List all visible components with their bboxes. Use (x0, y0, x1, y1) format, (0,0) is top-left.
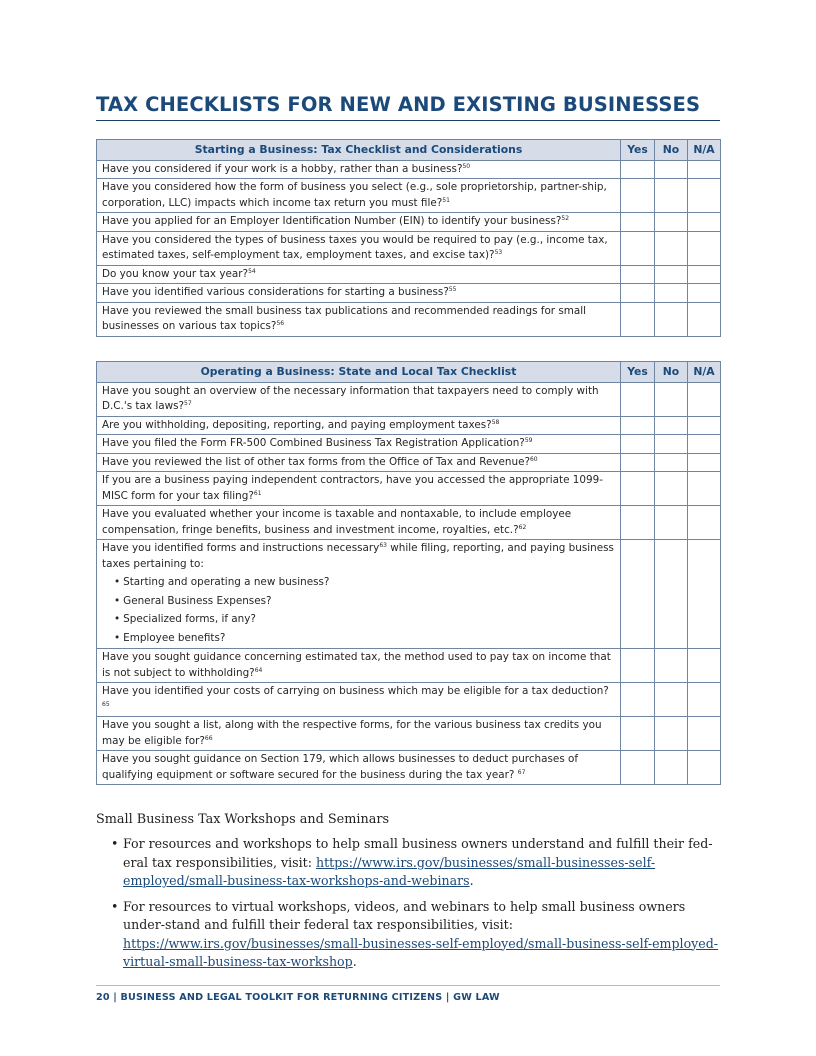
no-checkbox-cell[interactable] (655, 472, 688, 506)
table-row (97, 435, 721, 454)
na-checkbox-cell[interactable] (688, 649, 721, 683)
question-cell (97, 179, 621, 213)
na-checkbox-cell[interactable] (688, 540, 721, 649)
list-item: • Specialized forms, if any? (114, 610, 615, 629)
no-checkbox-cell[interactable] (655, 179, 688, 213)
yes-checkbox-cell[interactable] (621, 213, 655, 232)
question-text: Have you sought a list, along with the respective forms, for the various business tax credits you may be eligible for? (102, 719, 602, 747)
page-title: TAX CHECKLISTS FOR NEW AND EXISTING BUSINESSES (96, 93, 701, 116)
title-divider (96, 120, 720, 121)
footnote-ref: 57 (184, 400, 192, 407)
question-text: Have you considered how the form of business you select (e.g., sole proprietorship, partner-ship, corporation, LLC) impacts which income tax return you must file? (102, 181, 607, 209)
footnote-ref: 58 (491, 418, 500, 426)
question-text: Have you reviewed the small business tax publications and recommended readings for small businesses on various tax topics? (102, 304, 587, 332)
item-end: . (352, 954, 357, 969)
yes-checkbox-cell[interactable] (621, 717, 655, 751)
no-checkbox-cell[interactable] (655, 649, 688, 683)
bullet-icon: • (111, 898, 119, 914)
question-cell (97, 717, 621, 751)
question-cell (97, 284, 621, 303)
footnote-ref: 59 (524, 437, 533, 444)
question-text: Have you identified forms and instructions necessary (102, 542, 380, 554)
na-checkbox-cell[interactable] (688, 683, 721, 717)
no-checkbox-cell[interactable] (655, 302, 688, 336)
list-item: • Employee benefits? (114, 629, 615, 648)
question-text: Have you reviewed the list of other tax forms from the Office of Tax and Revenue? (102, 455, 530, 468)
footnote-ref: 50 (462, 162, 471, 170)
column-na: N/A (688, 140, 721, 161)
question-cell (97, 213, 621, 232)
list-item: • Starting and operating a new business? (114, 573, 615, 592)
table-row (97, 751, 721, 785)
question-text: Have you identified various considerations for starting a business? (102, 286, 449, 298)
na-checkbox-cell[interactable] (688, 284, 721, 303)
footnote-ref: 62 (518, 523, 527, 531)
yes-checkbox-cell[interactable] (621, 453, 655, 472)
no-checkbox-cell[interactable] (655, 231, 688, 265)
footnote-ref: 51 (442, 196, 450, 204)
na-checkbox-cell[interactable] (688, 231, 721, 265)
table-row (97, 160, 721, 179)
no-checkbox-cell[interactable] (655, 265, 688, 284)
operating-business-checklist-table (96, 361, 721, 785)
yes-checkbox-cell[interactable] (621, 416, 655, 435)
table-row (97, 717, 721, 751)
question-text-continued: while filing, reporting, and paying business taxes pertaining to: (102, 542, 614, 570)
question-text: Do you know your tax year? (102, 267, 249, 280)
question-cell (97, 506, 621, 540)
question-text: If you are a business paying independent contractors, have you accessed the appropriate 1099-MISC form for your tax filing? (102, 474, 603, 502)
question-cell (97, 160, 621, 179)
question-cell (97, 649, 621, 683)
page-footer: 20 | BUSINESS AND LEGAL TOOLKIT FOR RETURNING CITIZENS | GW LAW (96, 992, 500, 1003)
table-row (97, 540, 721, 649)
table-row (97, 231, 721, 265)
no-checkbox-cell[interactable] (655, 284, 688, 303)
yes-checkbox-cell[interactable] (621, 382, 655, 416)
footnote-ref: 56 (276, 320, 285, 327)
na-checkbox-cell[interactable] (688, 382, 721, 416)
question-cell (97, 453, 621, 472)
yes-checkbox-cell[interactable] (621, 302, 655, 336)
yes-checkbox-cell[interactable] (621, 284, 655, 303)
table-row (97, 265, 721, 284)
no-checkbox-cell[interactable] (655, 683, 688, 717)
footnote-ref: 64 (254, 666, 263, 674)
column-na: N/A (688, 362, 721, 383)
yes-checkbox-cell[interactable] (621, 179, 655, 213)
list-item (96, 898, 720, 972)
no-checkbox-cell[interactable] (655, 453, 688, 472)
question-cell (97, 416, 621, 435)
resources-section (96, 812, 720, 979)
footnote-ref: 63 (379, 542, 387, 549)
question-text: Have you applied for an Employer Identification Number (EIN) to identify your business? (102, 215, 562, 227)
table-row (97, 683, 721, 717)
question-cell (97, 472, 621, 506)
no-checkbox-cell[interactable] (655, 540, 688, 649)
footnote-ref: 54 (248, 267, 256, 275)
question-text: Have you sought an overview of the necessary information that taxpayers need to comply with D.C.'s tax laws? (102, 384, 599, 412)
no-checkbox-cell[interactable] (655, 717, 688, 751)
column-no: No (655, 140, 688, 161)
no-checkbox-cell[interactable] (655, 506, 688, 540)
question-text: Have you sought guidance on Section 179, which allows businesses to deduct purchases of qualifying equipment or software secured for the business during the tax year? (102, 753, 579, 781)
table-header-title: Operating a Business: State and Local Tax Checklist (97, 362, 621, 383)
yes-checkbox-cell[interactable] (621, 231, 655, 265)
table-row (97, 506, 721, 540)
item-text: For resources and workshops to help small business owners understand and fulfill their fed-eral tax responsibilities, visit: (123, 836, 713, 870)
column-yes: Yes (621, 140, 655, 161)
question-text: Have you considered the types of business taxes you would be required to pay (e.g., income tax, estimated taxes, self-employment tax, employment taxes, and excise tax)? (102, 233, 608, 261)
question-text: Are you withholding, depositing, reporting, and paying employment taxes? (102, 418, 492, 431)
footnote-ref: 65 (102, 700, 110, 708)
yes-checkbox-cell[interactable] (621, 683, 655, 717)
question-cell (97, 265, 621, 284)
irs-virtual-workshop-link[interactable]: https://www.irs.gov/businesses/small-businesses-self-employed/small-business-self-employed-virtual-small-business-tax-workshop (123, 935, 719, 969)
footnote-ref: 67 (517, 768, 526, 776)
question-cell (97, 435, 621, 454)
na-checkbox-cell[interactable] (688, 435, 721, 454)
yes-checkbox-cell[interactable] (621, 472, 655, 506)
column-no: No (655, 362, 688, 383)
no-checkbox-cell[interactable] (655, 382, 688, 416)
na-checkbox-cell[interactable] (688, 416, 721, 435)
no-checkbox-cell[interactable] (655, 160, 688, 179)
footnote-ref: 55 (448, 286, 457, 293)
question-text: Have you identified your costs of carrying on business which may be eligible for a tax deduction? (102, 685, 609, 697)
question-cell (97, 751, 621, 785)
starting-business-checklist-table (96, 139, 721, 337)
na-checkbox-cell[interactable] (688, 160, 721, 179)
table-header-title: Starting a Business: Tax Checklist and Considerations (97, 140, 621, 161)
table-row (97, 649, 721, 683)
na-checkbox-cell[interactable] (688, 179, 721, 213)
footnote-ref: 61 (253, 489, 262, 497)
yes-checkbox-cell[interactable] (621, 649, 655, 683)
question-cell (97, 683, 621, 717)
no-checkbox-cell[interactable] (655, 435, 688, 454)
bullet-icon: • (111, 836, 119, 851)
footnote-ref: 66 (204, 734, 213, 742)
footnote-ref: 53 (494, 249, 503, 256)
column-yes: Yes (621, 362, 655, 383)
bullet-list (102, 573, 615, 647)
question-cell (97, 302, 621, 336)
item-end: . (469, 873, 474, 888)
question-cell (97, 540, 621, 649)
footnote-ref: 52 (561, 215, 570, 222)
footer-divider (96, 985, 720, 986)
na-checkbox-cell[interactable] (688, 265, 721, 284)
footnote-ref: 60 (529, 455, 538, 463)
yes-checkbox-cell[interactable] (621, 265, 655, 284)
no-checkbox-cell[interactable] (655, 416, 688, 435)
question-cell (97, 231, 621, 265)
table-row (97, 382, 721, 416)
table-row (97, 472, 721, 506)
table-row (97, 453, 721, 472)
question-cell (97, 382, 621, 416)
irs-workshops-link[interactable]: https://www.irs.gov/businesses/small-businesses-self-employed/small-business-tax-workshops-and-webinars (123, 854, 656, 888)
no-checkbox-cell[interactable] (655, 213, 688, 232)
no-checkbox-cell[interactable] (655, 751, 688, 785)
table-row (97, 302, 721, 336)
na-checkbox-cell[interactable] (688, 506, 721, 540)
yes-checkbox-cell[interactable] (621, 435, 655, 454)
section-heading: Small Business Tax Workshops and Seminars (96, 812, 390, 827)
question-text: Have you filed the Form FR-500 Combined Business Tax Registration Application? (102, 437, 525, 449)
na-checkbox-cell[interactable] (688, 751, 721, 785)
yes-checkbox-cell[interactable] (621, 160, 655, 179)
table-row (97, 213, 721, 232)
table-row (97, 284, 721, 303)
na-checkbox-cell[interactable] (688, 302, 721, 336)
question-text: Have you evaluated whether your income is taxable and nontaxable, to include employee compensation, fringe benefits, business and investment income, royalties, etc.? (102, 508, 572, 536)
table-row (97, 179, 721, 213)
na-checkbox-cell[interactable] (688, 717, 721, 751)
table-header-row (97, 140, 721, 161)
item-text: For resources to virtual workshops, videos, and webinars to help small business owners under-stand and fulfill their federal tax responsibilities, visit: (123, 898, 686, 932)
yes-checkbox-cell[interactable] (621, 506, 655, 540)
list-item: • General Business Expenses? (114, 592, 615, 611)
table-header-row (97, 362, 721, 383)
yes-checkbox-cell[interactable] (621, 751, 655, 785)
table-row (97, 416, 721, 435)
question-text: Have you sought guidance concerning estimated tax, the method used to pay tax on income that is not subject to withholding? (102, 651, 611, 679)
list-item (96, 835, 720, 891)
na-checkbox-cell[interactable] (688, 213, 721, 232)
yes-checkbox-cell[interactable] (621, 540, 655, 649)
question-text: Have you considered if your work is a hobby, rather than a business? (102, 162, 463, 175)
na-checkbox-cell[interactable] (688, 472, 721, 506)
na-checkbox-cell[interactable] (688, 453, 721, 472)
